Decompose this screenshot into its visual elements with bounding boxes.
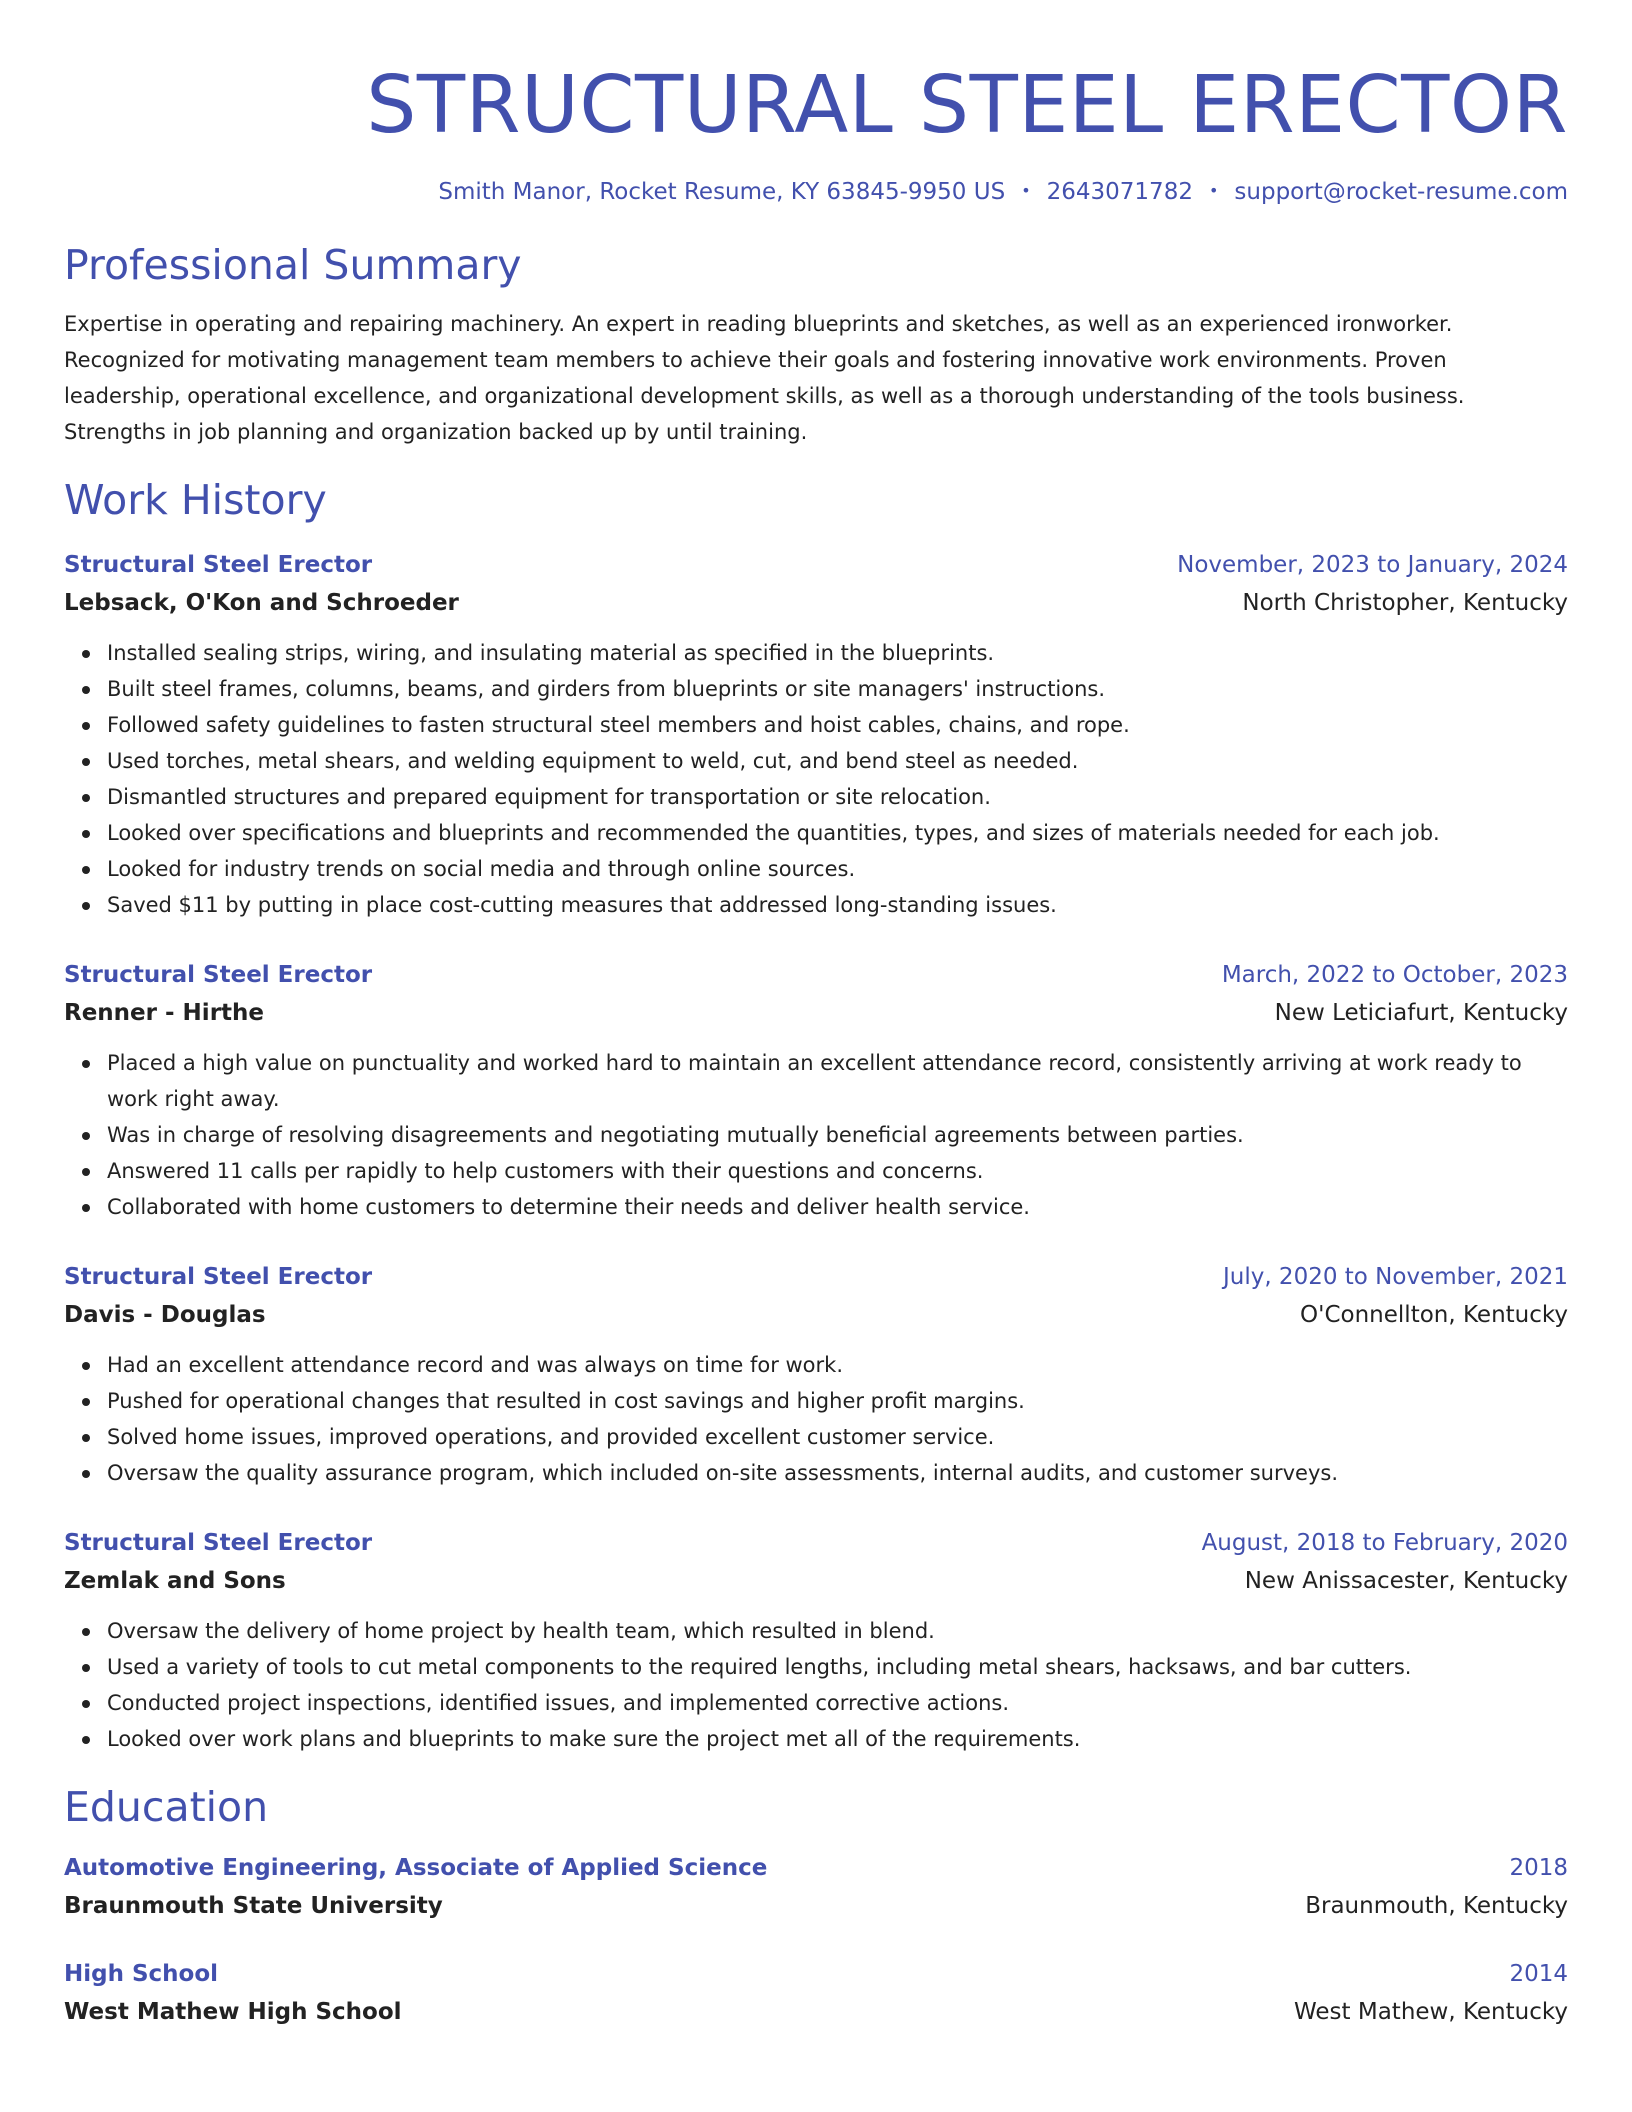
summary-text: Expertise in operating and repairing machinery. An expert in reading blueprints and sketches, as well as an experienced ironworker. Recognized for motivating management team members to achieve their goals and fostering innovative work environments. Proven leadership, operational excellence, and organizational development skills, as well as a thorough understanding of the tools business. Strengths in job planning and organization backed up by until training. <box>64 311 1465 444</box>
section-title-summary: Professional Summary <box>64 240 522 289</box>
job-bullet-item: Used a variety of tools to cut metal components to the required lengths, including metal shears, hacksaws, and bar cutters. <box>107 1649 1568 1685</box>
job-bullet-item: Installed sealing strips, wiring, and insulating material as specified in the blueprints. <box>107 635 1568 671</box>
contact-line <box>64 179 1568 207</box>
job-location: North Christopher, Kentucky <box>1242 589 1568 616</box>
job-list <box>64 547 1568 1757</box>
graduation-year: 2018 <box>1509 1855 1568 1882</box>
professional-summary-section <box>64 241 1568 450</box>
section-title-education: Education <box>64 1782 269 1831</box>
job-company-row <box>64 583 1568 623</box>
job-entry <box>64 957 1568 1225</box>
job-bullet-list <box>64 1045 1568 1225</box>
job-company-row <box>64 1295 1568 1335</box>
job-bullet-item: Dismantled structures and prepared equipment for transportation or site relocation. <box>107 779 1568 815</box>
job-title: Structural Steel Erector <box>64 1263 373 1290</box>
contact-separator: • <box>1021 181 1031 200</box>
education-entry <box>64 1956 1568 2032</box>
education-list <box>64 1850 1568 2032</box>
job-title: Structural Steel Erector <box>64 551 373 578</box>
degree-name: High School <box>64 1961 219 1988</box>
job-company-row <box>64 993 1568 1033</box>
job-bullet-item: Looked for industry trends on social media and through online sources. <box>107 851 1568 887</box>
company-name: Renner - Hirthe <box>64 999 265 1026</box>
education-entry <box>64 1850 1568 1926</box>
job-dates: March, 2022 to October, 2023 <box>1221 961 1568 988</box>
job-header-row <box>64 1259 1568 1295</box>
job-bullet-item: Collaborated with home customers to determine their needs and deliver health service. <box>107 1189 1568 1225</box>
job-bullet-list <box>64 635 1568 923</box>
school-location: Braunmouth, Kentucky <box>1305 1893 1568 1920</box>
job-bullet-item: Had an excellent attendance record and was always on time for work. <box>107 1347 1568 1383</box>
job-bullet-item: Oversaw the delivery of home project by health team, which resulted in blend. <box>107 1613 1568 1649</box>
job-title: Structural Steel Erector <box>64 961 373 988</box>
job-bullet-item: Looked over work plans and blueprints to make sure the project met all of the requirements. <box>107 1721 1568 1757</box>
job-entry <box>64 1259 1568 1491</box>
job-location: O'Connellton, Kentucky <box>1300 1301 1568 1328</box>
education-school-row <box>64 1886 1568 1926</box>
school-name: Braunmouth State University <box>64 1893 443 1920</box>
contact-separator: • <box>1208 181 1219 200</box>
job-bullet-list <box>64 1347 1568 1491</box>
graduation-year: 2014 <box>1509 1961 1568 1988</box>
school-name: West Mathew High School <box>64 1999 402 2026</box>
job-bullet-item: Followed safety guidelines to fasten structural steel members and hoist cables, chains, and rope. <box>107 707 1568 743</box>
school-location: West Mathew, Kentucky <box>1294 1999 1568 2026</box>
job-bullet-item: Built steel frames, columns, beams, and girders from blueprints or site managers' instructions. <box>107 671 1568 707</box>
education-header-row <box>64 1956 1568 1992</box>
degree-name: Automotive Engineering, Associate of Applied Science <box>64 1855 768 1882</box>
job-company-row <box>64 1561 1568 1601</box>
job-bullet-item: Answered 11 calls per rapidly to help customers with their questions and concerns. <box>107 1153 1568 1189</box>
contact-email: support@rocket-resume.com <box>1234 179 1568 205</box>
candidate-name: STRUCTURAL STEEL ERECTOR <box>366 59 1568 151</box>
education-header-row <box>64 1850 1568 1886</box>
job-location: New Anissacester, Kentucky <box>1244 1567 1568 1594</box>
job-bullet-item: Placed a high value on punctuality and worked hard to maintain an excellent attendance record, consistently arriving at work ready to work right away. <box>107 1045 1568 1117</box>
job-dates: November, 2023 to January, 2024 <box>1177 551 1568 578</box>
job-header-row <box>64 1525 1568 1561</box>
education-school-row <box>64 1992 1568 2032</box>
job-bullet-item: Oversaw the quality assurance program, which included on-site assessments, internal audits, and customer surveys. <box>107 1455 1568 1491</box>
education-section <box>64 1783 1568 2032</box>
job-bullet-item: Looked over specifications and blueprints and recommended the quantities, types, and sizes of materials needed for each job. <box>107 815 1568 851</box>
job-bullet-item: Saved $11 by putting in place cost-cutting measures that addressed long-standing issues. <box>107 887 1568 923</box>
job-bullet-item: Used torches, metal shears, and welding equipment to weld, cut, and bend steel as needed. <box>107 743 1568 779</box>
section-title-work: Work History <box>64 475 327 524</box>
resume-header <box>64 52 1568 207</box>
contact-address: Smith Manor, Rocket Resume, KY 63845-9950 US <box>438 179 1006 205</box>
job-entry <box>64 1525 1568 1757</box>
job-header-row <box>64 547 1568 583</box>
company-name: Lebsack, O'Kon and Schroeder <box>64 589 459 616</box>
job-dates: August, 2018 to February, 2020 <box>1201 1529 1568 1556</box>
work-history-section <box>64 476 1568 1757</box>
contact-phone: 2643071782 <box>1046 179 1193 205</box>
job-bullet-item: Solved home issues, improved operations, and provided excellent customer service. <box>107 1419 1568 1455</box>
job-bullet-item: Was in charge of resolving disagreements and negotiating mutually beneficial agreements between parties. <box>107 1117 1568 1153</box>
job-bullet-list <box>64 1613 1568 1757</box>
job-title: Structural Steel Erector <box>64 1529 373 1556</box>
company-name: Davis - Douglas <box>64 1301 266 1328</box>
job-location: New Leticiafurt, Kentucky <box>1274 999 1568 1026</box>
job-header-row <box>64 957 1568 993</box>
job-dates: July, 2020 to November, 2021 <box>1222 1263 1568 1290</box>
job-bullet-item: Pushed for operational changes that resulted in cost savings and higher profit margins. <box>107 1383 1568 1419</box>
company-name: Zemlak and Sons <box>64 1567 286 1594</box>
job-entry <box>64 547 1568 923</box>
job-bullet-item: Conducted project inspections, identified issues, and implemented corrective actions. <box>107 1685 1568 1721</box>
